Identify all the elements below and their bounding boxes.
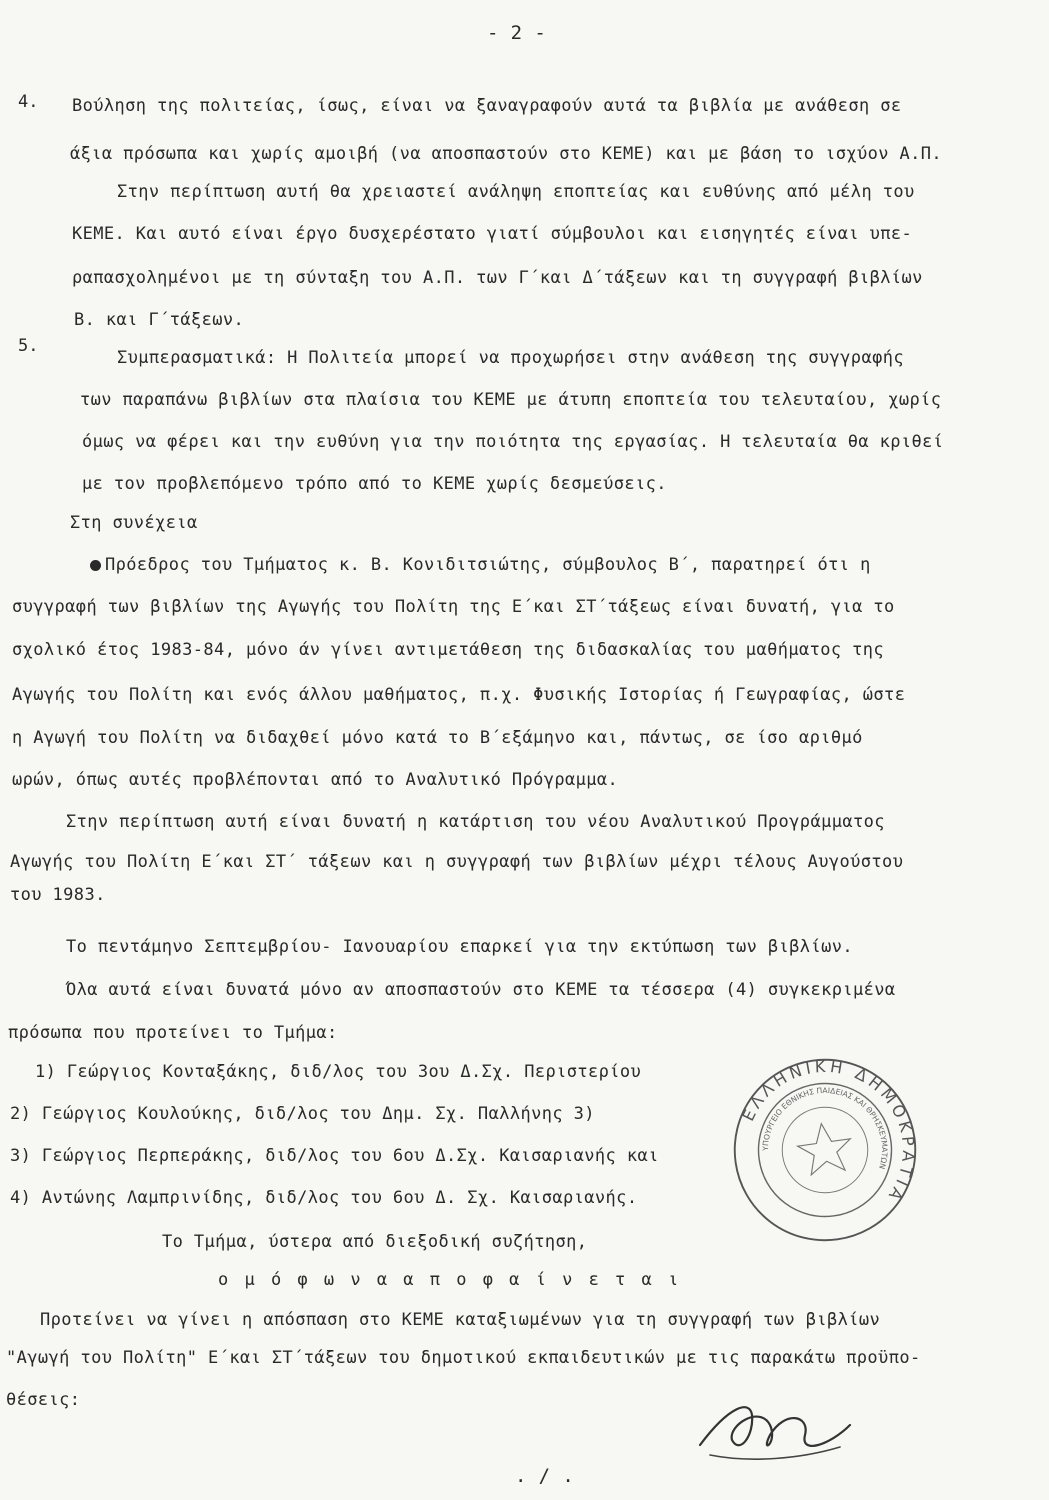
item-5-number: 5. <box>18 336 39 356</box>
item-4-line-3: Στην περίπτωση αυτή θα χρειαστεί ανάληψη εποπτείας και ευθύνης από μέλη του <box>117 182 915 202</box>
person-item-3: 3) Γεώργιος Περπεράκης, διδ/λος του 6ου Δ.Σχ. Καισαριανής και <box>10 1146 659 1166</box>
persons-intro-line-1: Όλα αυτά είναι δυνατά μόνο αν αποσπαστούν στο ΚΕΜΕ τα τέσσερα (4) συγκεκριμένα <box>66 980 896 1000</box>
president-line-3: σχολικό έτος 1983-84, μόνο άν γίνει αντιμετάθεση της διδασκαλίας του μαθήματος της <box>12 640 885 660</box>
section-intro: Το Τμήμα, ύστερα από διεξοδική συζήτηση, <box>162 1232 588 1252</box>
item-4-line-6: Β. και Γ΄τάξεων. <box>74 310 245 330</box>
stamp-inner-text: ΥΠΟΥΡΓΕΙΟ ΕΘΝΙΚΗΣ ΠΑΙΔΕΙΑΣ ΚΑΙ ΘΡΗΣΚΕΥΜΑΤΩΝ <box>760 1085 890 1171</box>
page-number: - 2 - <box>487 22 547 44</box>
item-4-line-4: ΚΕΜΕ. Και αυτό είναι έργο δυσχερέστατο γιατί σύμβουλοι και εισηγητές είναι υπε- <box>72 224 913 244</box>
president-line-4: Αγωγής του Πολίτη και ενός άλλου μαθήματος, π.χ. Φυσικής Ιστορίας ή Γεωγραφίας, ώστε <box>12 685 906 705</box>
printing-paragraph: Το πεντάμηνο Σεπτεμβρίου- Ιανουαρίου επαρκεί για την εκτύπωση των βιβλίων. <box>66 937 853 957</box>
svg-text:ΕΛΛΗΝΙΚΗ ΔΗΜΟΚΡΑΤΙΑ <box>732 1045 927 1227</box>
president-line-2: συγγραφή των βιβλίων της Αγωγής του Πολίτη της Ε΄και ΣΤ΄τάξεως είναι δυνατή, για το <box>12 597 895 617</box>
program-line-3: του 1983. <box>10 885 106 905</box>
handwritten-signature <box>690 1385 860 1475</box>
proposal-line-1: Προτείνει να γίνει η απόσπαση στο ΚΕΜΕ καταξιωμένων για τη συγγραφή των βιβλίων <box>40 1310 881 1330</box>
president-line-1: Πρόεδρος του Τμήματος κ. Β. Κονιδιτσιώτης, σύμβουλος Β΄, παρατηρεί ότι η <box>90 555 871 575</box>
program-line-2: Αγωγής του Πολίτη Ε΄και ΣΤ΄ τάξεων και η συγγραφή των βιβλίων μέχρι τέλους Αυγούστου <box>10 852 904 872</box>
item-4-line-1: Βούληση της πολιτείας, ίσως, είναι να ξαναγραφούν αυτά τα βιβλία με ανάθεση σε <box>72 96 902 116</box>
official-stamp <box>718 1043 933 1258</box>
continuation-mark: . / . <box>515 1465 575 1487</box>
item-5-line-4: με τον προβλεπόμενο τρόπο από το ΚΕΜΕ χωρίς δεσμεύσεις. <box>82 474 667 494</box>
item-4-line-5: ραπασχολημένοι με τη σύνταξη του Α.Π. των Γ΄και Δ΄τάξεων και τη συγγραφή βιβλίων <box>72 268 923 288</box>
item-5-line-2: των παραπάνω βιβλίων στα πλαίσια του ΚΕΜΕ με άτυπη εποπτεία του τελευταίου, χωρίς <box>80 390 942 410</box>
continuation-label: Στη συνέχεια <box>70 513 198 533</box>
person-item-4: 4) Αντώνης Λαμπρινίδης, διδ/λος του 6ου Δ. Σχ. Καισαριανής. <box>10 1188 638 1208</box>
person-item-1: 1) Γεώργιος Κονταξάκης, διδ/λος του 3ου Δ.Σχ. Περιστερίου <box>35 1062 642 1082</box>
bullet-icon <box>90 560 101 571</box>
item-5-line-1: Συμπερασματικά: Η Πολιτεία μπορεί να προχωρήσει στην ανάθεση της συγγραφής <box>117 348 904 368</box>
item-4-number: 4. <box>18 92 39 112</box>
item-5-line-3: όμως να φέρει και την ευθύνη για την ποιότητα της εργασίας. Η τελευταία θα κριθεί <box>82 432 944 452</box>
item-4-line-2: άξια πρόσωπα και χωρίς αμοιβή (να αποσπαστούν στο ΚΕΜΕ) και με βάση το ισχύον Α.Π. <box>70 144 943 164</box>
emblem-icon <box>795 1120 855 1176</box>
president-line-6: ωρών, όπως αυτές προβλέπονται από το Αναλυτικό Πρόγραμμα. <box>12 770 619 790</box>
decision-heading: ο μ ό φ ω ν α α π ο φ α ί ν ε τ α ι <box>218 1270 682 1290</box>
proposal-line-3: θέσεις: <box>6 1390 81 1410</box>
program-line-1: Στην περίπτωση αυτή είναι δυνατή η κατάρτιση του νέου Αναλυτικού Προγράμματος <box>66 812 885 832</box>
persons-intro-line-2: πρόσωπα που προτείνει το Τμήμα: <box>8 1023 338 1043</box>
proposal-line-2: "Αγωγή του Πολίτη" Ε΄και ΣΤ΄τάξεων του δημοτικού εκπαιδευτικών με τις παρακάτω προϋπο- <box>6 1348 921 1368</box>
president-line-5: η Αγωγή του Πολίτη να διδαχθεί μόνο κατά το Β΄εξάμηνο και, πάντως, σε ίσο αριθμό <box>12 728 863 748</box>
person-item-2: 2) Γεώργιος Κουλούκης, διδ/λος του Δημ. Σχ. Παλλήνης 3) <box>10 1104 595 1124</box>
stamp-outer-text: ΕΛΛΗΝΙΚΗ ΔΗΜΟΚΡΑΤΙΑ <box>738 1056 919 1207</box>
